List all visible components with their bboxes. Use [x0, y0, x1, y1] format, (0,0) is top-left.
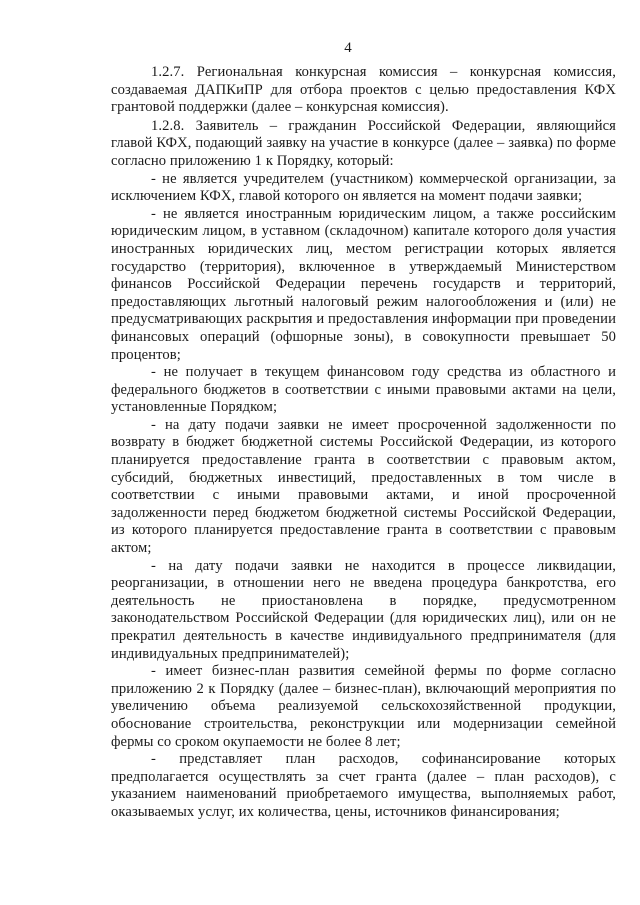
- list-item-expense-plan: - представляет план расходов, софинансирование которых предполагается осуществлять за счет гранта (далее – план расходов), с указанием наименований приобретаемого имущества, выполняемых работ, оказываемых услуг, их количества, цены, источников финансирования;: [111, 751, 616, 820]
- paragraph-1-2-7: 1.2.7. Региональная конкурсная комиссия – конкурсная комиссия, создаваемая ДАПКиПР для отбора проектов с целью предоставления КФХ грантовой поддержки (далее – конкурсная комиссия).: [111, 64, 616, 116]
- list-item-no-other-budget-funds: - не получает в текущем финансовом году средства из областного и федерального бюджетов в соответствии с иными правовыми актами на цели, установленные Порядком;: [111, 364, 616, 416]
- list-item-no-overdue-debt: - на дату подачи заявки не имеет просроченной задолженности по возврату в бюджет бюджетной системы Российской Федерации, из которого планируется предоставление гранта в соответствии с правовым актом, субсидий, бюджетных инвестиций, предоставленных в том числе в соответствии с иными правовыми актами, и иной просроченной задолженности перед бюджетом бюджетной системы Российской Федерации, из которого планируется предоставление гранта в соответствии с правовым актом;: [111, 416, 616, 557]
- list-item-not-foreign-entity: - не является иностранным юридическим лицом, а также российским юридическим лицом, в уставном (складочном) капитале которого доля участия иностранных юридических лиц, местом регистрации которых является государство (территория), включенное в утверждаемый Министерством финансов Российской Федерации перечень государств и территорий, предоставляющих льготный налоговый режим налогообложения и (или) не предусматривающих раскрытия и предоставления информации при проведении финансовых операций (офшорные зоны), в совокупности превышает 50 процентов;: [111, 205, 616, 363]
- document-body: [111, 64, 616, 822]
- list-item-not-in-liquidation: - на дату подачи заявки не находится в процессе ликвидации, реорганизации, в отношении него не введена процедура банкротства, его деятельность не приостановлена в порядке, предусмотренном законодательством Российской Федерации (для юридических лиц), или он не прекратил деятельность в качестве индивидуального предпринимателя (для индивидуальных предпринимателей);: [111, 557, 616, 662]
- list-item-not-founder: - не является учредителем (участником) коммерческой организации, за исключением КФХ, главой которого он является на момент подачи заявки;: [111, 170, 616, 205]
- paragraph-1-2-8: 1.2.8. Заявитель – гражданин Российской Федерации, являющийся главой КФХ, подающий заявку на участие в конкурсе (далее – заявка) по форме согласно приложению 1 к Порядку, который:: [111, 117, 616, 169]
- list-item-has-business-plan: - имеет бизнес-план развития семейной фермы по форме согласно приложению 2 к Порядку (далее – бизнес-план), включающий мероприятия по увеличению объема реализуемой сельскохозяйственной продукции, обоснование строительства, реконструкции или модернизации семейной фермы со сроком окупаемости не более 8 лет;: [111, 663, 616, 750]
- page-number: 4: [344, 40, 352, 56]
